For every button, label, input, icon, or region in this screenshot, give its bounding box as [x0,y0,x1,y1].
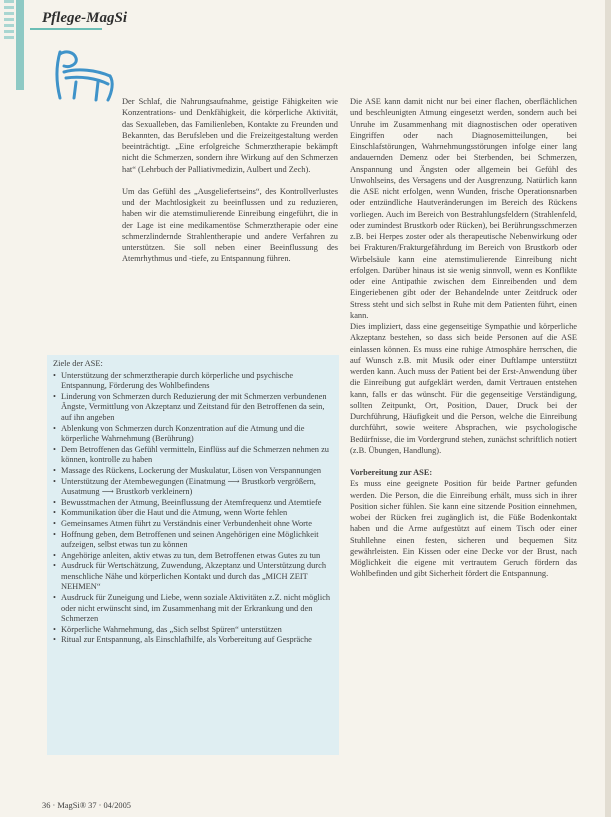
intro-paragraph: Um das Gefühl des „Ausgeliefertseins“, des Kontrollverlustes und der Machtlosigkeit zu beeinflussen und zu reduzieren, haben wir die atemstimulierende Einreibung eingeführt, die in der Lage ist eine medikamentöse Schmerztherapie oder eine schmerzlindernde Strahlentherapie und andere Verfahren zu unterstützen. Sie soll neben einer Beeinflussung des Atemrhythmus und -tiefe, zu Entspannung führen. [122,186,338,264]
body-paragraph: Die ASE kann damit nicht nur bei einer flachen, oberflächlichen und beschleunigten Atmung eingesetzt werden, sondern auch bei Unruhe im Zusammenhang mit diagnostischen oder operativen Eingriffen oder nach Diagnosemitteilungen, bei Einschlafstörungen, Wahrnehmungsstörungen infolge einer lang andauernden Demenz oder bei Sterbenden, bei Schmerzen, Anspannung und Ängsten oder allgemein bei Gefühl des Unwohlseins, des Versagens und der Ausgrenzung. Natürlich kann die ASE nicht erfolgen, wenn Wunden, frische Operationsnarben oder entzündliche Hautveränderungen im Bereich des Rückens vorliegen. Auch im Bereich von Bestrahlungsfeldern (Strahlenfeld, oder zumindest Brustkorb oder Rücken), bei Berührungsschmerzen z.B. bei Herpes zoster oder als therapeutische Nebenwirkung oder bei Frakturen/Frakturgefährdung im Bereich von Brustkorb oder Wirbelsäule kann eine atemstimulierende Einreibung nicht erfolgen. Darüber hinaus ist sie wenig sinnvoll, wenn es Konflikte oder eine Antipathie zwischen dem Einreibenden und dem Eingeriebenen gibt oder der Behandelnde unter Zeitdruck oder Stress steht und sich selbst in Ruhe mit dem Patienten führt, einen kann. [350,97,577,320]
body-paragraph: Es muss eine geeignete Position für beide Partner gefunden werden. Die Person, die die Einreibung erhält, muss sich in ihrer Position sicher fühlen. Sie kann eine sitzende Position einnehmen, wobei der Rücken frei zugänglich ist, die Füße Bodenkontakt haben und die Arme aufgestützt auf einem Tisch oder einer Stuhllehne einen festen, sicheren und bequemen Sitz gewährleisten. Ein Kissen oder eine Decke vor der Brust, nach Möglichkeit die eigene mit vertrautem Geruch fördern das Wohlbefinden und gibt Sicherheit fördert die Entspannung. [350,479,577,579]
page-footer: 36 · MagSi® 37 · 04/2005 [42,801,131,810]
main-text-column [350,96,577,580]
goal-item: • Angehörige anleiten, aktiv etwas zu tun, dem Betroffenen etwas Gutes zu tun [53,551,333,562]
goal-item: • Ablenkung von Schmerzen durch Konzentration auf die Atmung und die körperliche Wahrnehmung (Berührung) [53,424,333,445]
intro-text [122,96,338,265]
goal-item: • Massage des Rückens, Lockerung der Muskulatur, Lösen von Verspannungen [53,466,333,477]
goal-item: • Unterstützung der schmerztherapie durch körperliche und psychische Entspannung, Förderung des Wohlbefindens [53,371,333,392]
goal-item: • Unterstützung der Atembewegungen (Einatmung ⟶ Brustkorb vergrößern, Ausatmung ⟶ Brustkorb verkleinern) [53,477,333,498]
goal-item: • Linderung von Schmerzen durch Reduzierung der mit Schmerzen verbundenen Ängste, Vermittlung von Akzeptanz und Zeitstand für den Betroffenen da sein, auf ihn angeben [53,392,333,424]
body-paragraph: Dies impliziert, dass eine gegenseitige Sympathie und körperliche Akzeptanz bestehen, so dass sich beide Personen auf die ASE einlassen können. Es muss eine ruhige Atmosphäre herrschen, die auf Wunsch z.B. mit Musik oder einer Duftlampe unterstützt werden kann. Auch muss der Patient bei der Erst-Anwendung über die Einreibung gut aufgeklärt werden, damit Vertrauen entstehen kann, falls er das wünscht. Für die gegenseitige Verständigung, sollten Zeitpunkt, Ort, Position, Dauer, Druck bei der Durchführung, Häufigkeit und die Person, welche die Einreibung durchführt, sowie weitere Absprachen, wie psychologische Bedürfnisse, die im Vordergrund stehen, zunächst schriftlich notiert (z.B. Übungen, Handlung). [350,322,577,455]
goal-item: • Dem Betroffenen das Gefühl vermitteln, Einflüss auf die Schmerzen nehmen zu können, kontrolle zu haben [53,445,333,466]
brand-underline [30,28,102,30]
goals-box [47,355,339,755]
goals-list [53,371,333,646]
goal-item: • Kommunikation über die Haut und die Atmung, wenn Worte fehlen [53,508,333,519]
goal-item: • Körperliche Wahrnehmung, das „Sich selbst Spüren“ unterstützen [53,625,333,636]
goals-title: Ziele der ASE: [53,359,103,368]
bed-logo-icon [52,48,122,106]
intro-paragraph: Der Schlaf, die Nahrungsaufnahme, geistige Fähigkeiten wie Konzentrations- und Denkfähigkeit, die körperliche Aktivität, das Sexualleben, das Familienleben, Kontakte zu Freunden und Bekannten, das Berufsleben und die Freizeitgestaltung werden beeinträchtigt. „Eine erfolgreiche Schmerztherapie bekämpft nicht die Schmerzen, sondern ihre Wirkung auf den Schmerzen hat“ (Lehrbuch der Palliativmedizin, Aulbert und Zech). [122,97,338,174]
brand-title: Pflege-MagSi [42,10,127,26]
goal-item: • Gemeinsames Atmen führt zu Verständnis einer Verbundenheit ohne Worte [53,519,333,530]
goal-item: • Ausdruck für Zuneigung und Liebe, wenn soziale Aktivitäten z.Z. nicht möglich oder nicht erwünscht sind, im Zusammenhang mit der Erkrankung und den Schmerzen [53,593,333,625]
goal-item: • Hoffnung geben, dem Betroffenen und seinen Angehörigen eine Möglichkeit aufzeigen, selbst etwas tun zu können [53,530,333,551]
goal-item: • Bewusstmachen der Atmung, Beeinflussung der Atemfrequenz und Atemtiefe [53,498,333,509]
accent-bar [16,0,24,90]
page-edge-shadow [605,0,611,817]
goal-item: • Ausdruck für Wertschätzung, Zuwendung, Akzeptanz und Unterstützung durch menschliche Nähe und körperlichen Kontakt und durch das „MICH ZEIT NEHMEN“ [53,561,333,593]
goal-item: • Ritual zur Entspannung, als Einschlafhilfe, als Vorbereitung auf Gespräche [53,635,333,646]
section-subheading: Vorbereitung zur ASE: [350,468,433,477]
decorative-stripe [4,0,14,40]
